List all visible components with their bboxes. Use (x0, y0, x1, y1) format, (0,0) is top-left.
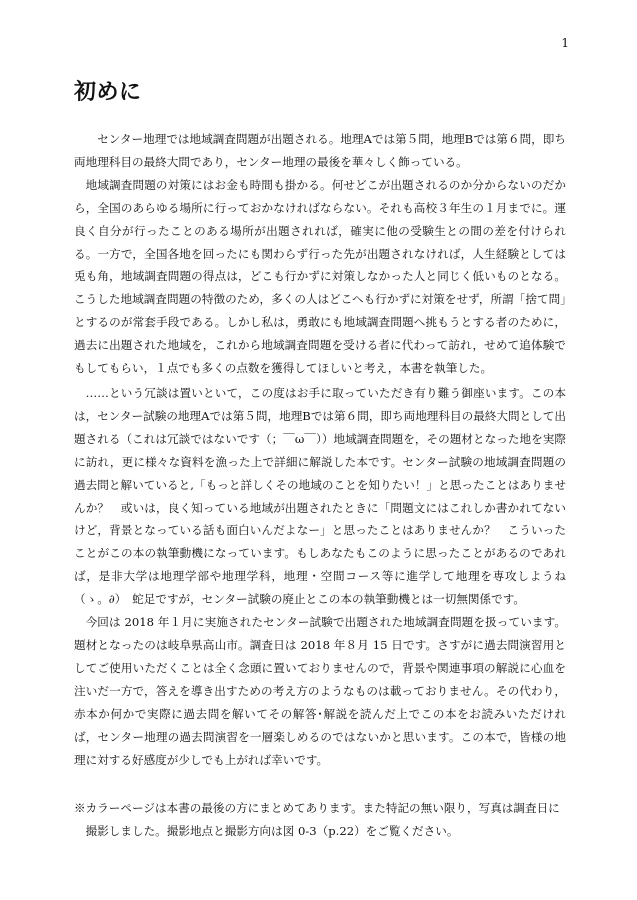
page-number: 1 (561, 36, 569, 50)
intro-paragraph-2: 地域調査問題の対策にはお金も時間も掛かる。何せどこが出題されるのか分からないのだから，全国のあらゆる場所に行っておかなければならない。それも高校３年生の１月までに。運良く自分が行ったことのある場所が出題されれば，確実に他の受験生との間の差を付けられる。一方で，全国各地を回ったにも関わらず行った先が出題されなければ，人生経験としては兎も角，地域調査問題の得点は，どこも行かずに対策しなかった人と同じく低いものとなる。こうした地域調査問題の特徴のため，多くの人はどこへも行かずに対策をせず，所謂「捨て問」とするのが常套手段である。しかし私は，勇敢にも地域調査問題へ挑もうとする者のために，過去に出題された地域を，これから地域調査問題を受ける者に代わって訪れ，せめて追体験でもしてもらい，１点でも多くの点数を獲得してほしいと考え，本書を執筆した。 (74, 177, 566, 376)
main-section (74, 382, 566, 771)
intro-section (74, 128, 566, 380)
footnote-section (74, 797, 566, 843)
main-paragraph-1: ……という冗談は置いといて，この度はお手に取っていただき有り難う御座います。この本は，センター試験の地理Aでは第５問，地理Bでは第６問，即ち両地理科目の最終大問として出題される（これは冗談ではないです（；￣ω￣））地域調査問題を，その題材となった地を実際に訪れ，更に様々な資料を漁った上で詳細に解説した本です。センター試験の地域調査問題の過去問と解いていると,「もっと詳しくその地域のことを知りたい！」と思ったことはありませんか？ 或いは，良く知っている地域が出題されたときに「問題文にはこれしか書かれてないけど，背景となっている話も面白いんだよなー」と思ったことはありませんか？ こういったことがこの本の執筆動機になっています。もしあなたもこのように思ったことがあるのであれば，是非大学は地理学部や地理学科，地理・空間コース等に進学して地理を専攻しようね（ゝ。∂） 蛇足ですが，センター試験の廃止とこの本の執筆動機とは一切無関係です。 (74, 386, 566, 607)
main-paragraph-2: 今回は 2018 年１月に実施されたセンター試験で出題された地域調査問題を扱っています。題材となったのは岐阜県高山市。調査日は 2018 年８月 15 日です。さすがに過去問演習用としてご使用いただくことは全く念頭に置いておりませんので，背景や関連事項の解説に心血を注いだ一方で，答えを導き出すための考え方のようなものは載っておりません。その代わり，赤本か何かで実際に過去問を解いてその解答･解説を読んだ上でこの本をお読みいただければ，センター地理の過去問演習を一層楽しめるのではないかと思います。この本で，皆様の地理に対する好感度が少しでも上がれば幸いです。 (74, 615, 566, 767)
intro-paragraph-1: センター地理では地域調査問題が出題される。地理Aでは第５問，地理Bでは第６問，即ち両地理科目の最終大問であり，センター地理の最後を華々しく飾っている。 (74, 132, 566, 169)
page-title: 初めに (74, 80, 142, 105)
footnote: ※カラーページは本書の最後の方にまとめてあります。また特記の無い限り，写真は調査日に撮影しました。撮影地点と撮影方向は図 0-3（p.22）をご覧ください。 (74, 801, 560, 838)
